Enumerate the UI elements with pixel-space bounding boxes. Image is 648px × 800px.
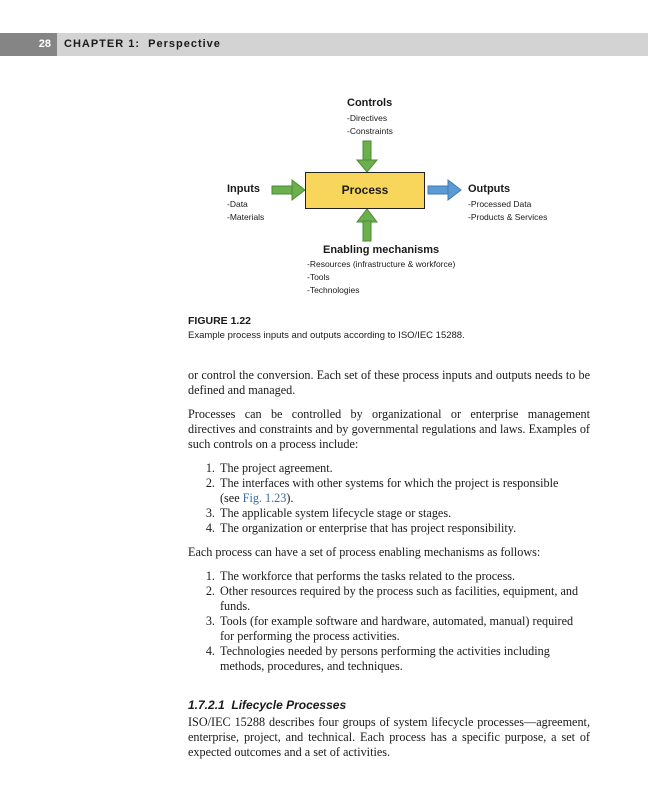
enabling-title: Enabling mechanisms [323, 244, 440, 256]
section-number: 1.7.2.1 [188, 698, 225, 712]
section-heading [188, 698, 590, 713]
inputs-arrow [272, 180, 305, 200]
enabling-item: -Resources (infrastructure & workforce) [307, 259, 456, 269]
controls-item: -Directives [347, 113, 388, 123]
chapter-number: CHAPTER 1: [64, 38, 141, 50]
figure-caption: Example process inputs and outputs according to ISO/IEC 15288. [188, 330, 465, 341]
list-item: 3. Tools (for example software and hardware, automated, manual) required for performing the process activities. [218, 614, 590, 644]
section-title: Lifecycle Processes [231, 698, 347, 712]
enabling-list [188, 569, 590, 674]
controls-list [188, 461, 590, 536]
paragraph: or control the conversion. Each set of these process inputs and outputs needs to be defined and managed. [188, 368, 590, 397]
inputs-item: -Materials [227, 212, 265, 222]
list-item-text: The interfaces with other systems for which the project is responsible [220, 476, 559, 490]
inputs-item: -Data [227, 199, 248, 209]
chapter-title: Perspective [148, 38, 221, 50]
list-item: 2. Other resources required by the process such as facilities, equipment, and funds. [218, 584, 590, 614]
outputs-item: -Processed Data [468, 199, 532, 209]
list-item: 1. The workforce that performs the tasks related to the process. [218, 569, 590, 584]
list-item: 3. The applicable system lifecycle stage or stages. [218, 506, 590, 521]
paragraph: Processes can be controlled by organizational or enterprise management directives and constraints and by governmental regulations and laws. Examples of such controls on a process include: [188, 407, 590, 451]
controls-title: Controls [347, 97, 393, 109]
outputs-item: -Products & Services [468, 212, 548, 222]
outputs-title: Outputs [468, 183, 511, 195]
enabling-item: -Tools [307, 272, 330, 282]
page-number: 28 [0, 33, 57, 56]
list-item [218, 476, 590, 506]
list-item: 1. The project agreement. [218, 461, 590, 476]
body-text [188, 368, 590, 769]
paragraph: Each process can have a set of process enabling mechanisms as follows: [188, 545, 541, 559]
list-item: 4. The organization or enterprise that has project responsibility. [218, 521, 590, 536]
figure-link[interactable]: Fig. 1.23 [242, 491, 287, 505]
controls-arrow [357, 141, 377, 172]
controls-item: -Constraints [347, 126, 393, 136]
process-box: Process [305, 172, 425, 209]
enabling-arrow [357, 209, 377, 241]
paragraph: ISO/IEC 15288 describes four groups of system lifecycle processes—agreement, enterprise, project, and technical. Each process has a specific purpose, a set of expected outcomes and a set of activities. [188, 715, 590, 759]
figure-reference: (see Fig. 1.23). [220, 491, 294, 505]
enabling-item: -Technologies [307, 285, 360, 295]
list-item: 4. Technologies needed by persons performing the activities including methods, procedures, and techniques. [218, 644, 590, 674]
inputs-title: Inputs [227, 183, 260, 195]
figure-label: FIGURE 1.22 [188, 315, 252, 327]
outputs-arrow [428, 180, 461, 200]
process-diagram [0, 0, 648, 310]
